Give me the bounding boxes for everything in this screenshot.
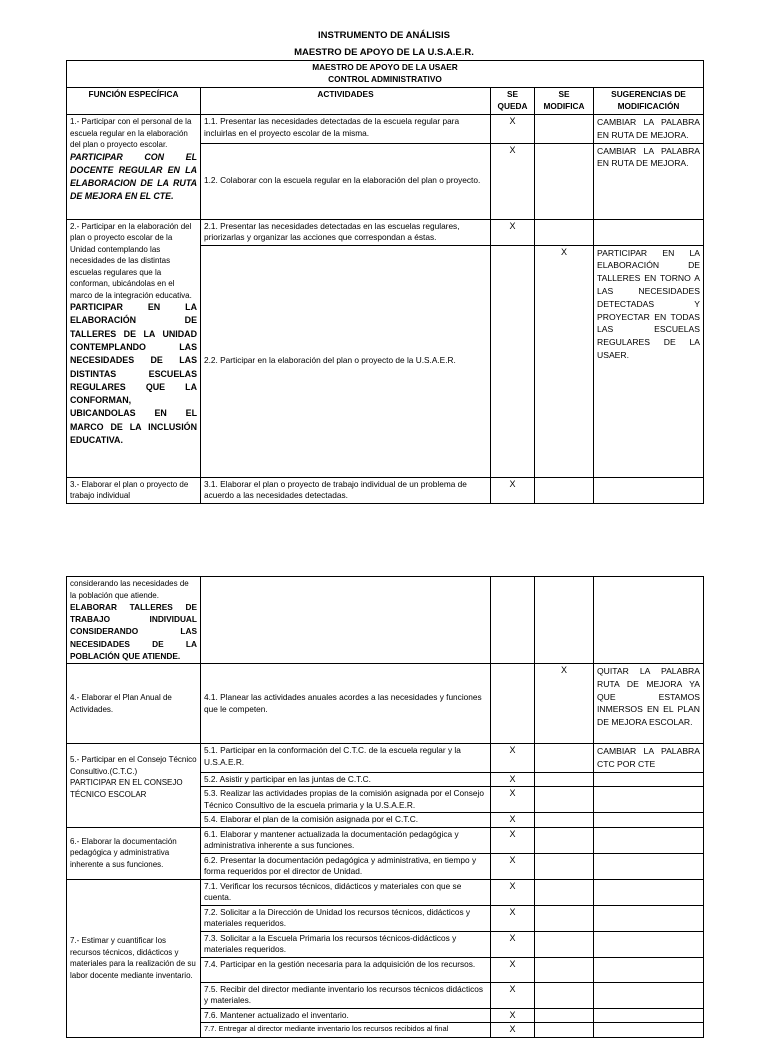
- suggestion-cell: PARTICIPAR EN LA ELABORACIÓN DE TALLERES EN TORNO A LAS NECESIDADES DETECTADAS Y PROYECTAR EN TODAS LAS ESCUELAS REGULARES DE LA USAER.: [594, 245, 704, 477]
- activity-cell: [201, 577, 491, 664]
- activity-cell: 7.5. Recibir del director mediante inventario los recursos técnicos didácticos y materiales.: [201, 982, 491, 1008]
- table-row: [67, 879, 704, 905]
- se-queda-cell: X: [491, 813, 535, 828]
- se-modifica-cell: [535, 853, 594, 879]
- table-title: MAESTRO DE APOYO DE LA USAER: [312, 62, 458, 72]
- se-queda-cell: X: [491, 115, 535, 144]
- suggestion-cell: QUITAR LA PALABRA RUTA DE MEJORA YA QUE ESTAMOS INMERSOS EN EL PLAN DE MEJORA ESCOLAR.: [594, 664, 704, 744]
- activity-cell: 4.1. Planear las actividades anuales acordes a las necesidades y funciones que le competen.: [201, 664, 491, 744]
- suggestion-cell: [594, 879, 704, 905]
- activity-cell: 7.7. Entregar al director mediante inventario los recursos recibidos al final: [201, 1023, 491, 1038]
- activity-cell: 7.3. Solicitar a la Escuela Primaria los recursos técnicos-didácticos y materiales requeridos.: [201, 931, 491, 957]
- function-cell: [67, 664, 201, 744]
- suggestion-cell: [594, 772, 704, 787]
- se-modifica-cell: [535, 1008, 594, 1023]
- suggestion-cell: [594, 931, 704, 957]
- activity-cell: 5.2. Asistir y participar en las juntas de C.T.C.: [201, 772, 491, 787]
- table-row: [67, 744, 704, 773]
- se-queda-cell: X: [491, 744, 535, 773]
- table-row: [67, 577, 704, 664]
- suggestion-cell: [594, 813, 704, 828]
- activity-cell: 5.3. Realizar las actividades propias de la comisión asignada por el Consejo Técnico Consultivo de la escuela primaria y la U.S.A.E.R.: [201, 787, 491, 813]
- column-header-actividades: ACTIVIDADES: [201, 88, 491, 115]
- table-subtitle: CONTROL ADMINISTRATIVO: [328, 73, 442, 84]
- table-row: [67, 827, 704, 853]
- activity-cell: 1.1. Presentar las necesidades detectadas de la escuela regular para incluirlas en el proyecto escolar de la misma.: [201, 115, 491, 144]
- suggestion-cell: [594, 957, 704, 982]
- activity-cell: 5.1. Participar en la conformación del C.T.C. de la escuela regular y la U.S.A.E.R.: [201, 744, 491, 773]
- activity-cell: 7.4. Participar en la gestión necesaria para la adquisición de los recursos.: [201, 957, 491, 982]
- se-queda-cell: [491, 577, 535, 664]
- se-modifica-cell: [535, 143, 594, 219]
- se-queda-cell: X: [491, 143, 535, 219]
- se-queda-cell: X: [491, 787, 535, 813]
- table-row: [67, 664, 704, 744]
- column-header-sugerencias: SUGERENCIAS DE MODIFICACIÓN: [594, 88, 704, 115]
- function-suggestion: ELABORAR TALLERES DE TRABAJO INDIVIDUAL CONSIDERANDO LAS NECESIDADES DE LA POBLACIÓN QUE ATIENDE.: [70, 602, 197, 661]
- se-queda-cell: X: [491, 1008, 535, 1023]
- suggestion-cell: [594, 787, 704, 813]
- se-modifica-cell: [535, 744, 594, 773]
- activity-cell: 3.1. Elaborar el plan o proyecto de trabajo individual de un problema de acuerdo a las necesidades detectadas.: [201, 477, 491, 503]
- se-modifica-cell: [535, 577, 594, 664]
- function-cell: [67, 879, 201, 1037]
- activity-cell: 5.4. Elaborar el plan de la comisión asignada por el C.T.C.: [201, 813, 491, 828]
- column-header-se-queda: SE QUEDA: [491, 88, 535, 115]
- se-queda-cell: X: [491, 772, 535, 787]
- suggestion-cell: [594, 1023, 704, 1038]
- activity-cell: 7.2. Solicitar a la Dirección de Unidad los recursos técnicos, didácticos y materiales requeridos.: [201, 905, 491, 931]
- se-modifica-cell: [535, 477, 594, 503]
- se-modifica-cell: [535, 813, 594, 828]
- function-text: 3.- Elaborar el plan o proyecto de trabajo individual: [70, 479, 189, 501]
- se-modifica-cell: [535, 982, 594, 1008]
- se-modifica-cell: [535, 905, 594, 931]
- function-cell: [67, 115, 201, 220]
- se-modifica-cell: [535, 1023, 594, 1038]
- suggestion-cell: [594, 219, 704, 245]
- activity-cell: 1.2. Colaborar con la escuela regular en la elaboración del plan o proyecto.: [201, 143, 491, 219]
- suggestion-cell: [594, 905, 704, 931]
- se-modifica-cell: [535, 957, 594, 982]
- document-title: INSTRUMENTO DE ANÁLISIS: [318, 30, 450, 41]
- function-cell: [67, 577, 201, 664]
- se-modifica-cell: [535, 879, 594, 905]
- table-row: [67, 219, 704, 245]
- activity-cell: 7.1. Verificar los recursos técnicos, didácticos y materiales con que se cuenta.: [201, 879, 491, 905]
- se-queda-cell: X: [491, 827, 535, 853]
- function-cell: [67, 744, 201, 828]
- se-modifica-cell: [535, 772, 594, 787]
- se-modifica-cell: [535, 787, 594, 813]
- activity-cell: 7.6. Mantener actualizado el inventario.: [201, 1008, 491, 1023]
- table-row: [67, 115, 704, 144]
- function-suggestion: PARTICIPAR EN LA ELABORACIÓN DE TALLERES DE LA UNIDAD CONTEMPLANDO LAS NECESIDADES DE LAS DISTINTAS ESCUELAS REGULARES QUE LA CONFORMAN, UBICANDOLAS EN EL MARCO DE LA INCLUSIÓN EDUCATIVA.: [70, 302, 197, 446]
- se-modifica-cell: X: [535, 664, 594, 744]
- se-queda-cell: [491, 664, 535, 744]
- function-cell: [67, 827, 201, 879]
- column-header-se-modifica: SE MODIFICA: [535, 88, 594, 115]
- suggestion-cell: [594, 1008, 704, 1023]
- function-suggestion: PARTICIPAR CON EL DOCENTE REGULAR EN LA ELABORACION DE LA RUTA DE MEJORA EN EL CTE.: [70, 151, 197, 202]
- se-queda-cell: X: [491, 982, 535, 1008]
- suggestion-cell: CAMBIAR LA PALABRA CTC POR CTE: [594, 744, 704, 773]
- se-queda-cell: [491, 245, 535, 477]
- suggestion-cell: CAMBIAR LA PALABRA EN RUTA DE MEJORA.: [594, 115, 704, 144]
- function-text: considerando las necesidades de la población que atiende.: [70, 579, 189, 600]
- suggestion-cell: [594, 577, 704, 664]
- document-subtitle: MAESTRO DE APOYO DE LA U.S.A.E.R.: [294, 47, 474, 58]
- function-text: 1.- Participar con el personal de la escuela regular en la elaboración del plan o proyecto escolar.: [70, 117, 192, 149]
- se-queda-cell: X: [491, 931, 535, 957]
- se-queda-cell: X: [491, 905, 535, 931]
- column-header-funcion: FUNCIÓN ESPECÍFICA: [67, 88, 201, 115]
- function-cell: [67, 219, 201, 477]
- function-text: 5.- Participar en el Consejo Técnico Consultivo.(C.T.C.): [70, 755, 197, 776]
- suggestion-cell: CAMBIAR LA PALABRA EN RUTA DE MEJORA.: [594, 143, 704, 219]
- table-title-cell: [67, 61, 704, 88]
- activity-cell: 2.1. Presentar las necesidades detectadas en las escuelas regulares, priorizarlas y organizar las acciones que correspondan a éstas.: [201, 219, 491, 245]
- activity-cell: 2.2. Participar en la elaboración del plan o proyecto de la U.S.A.E.R.: [201, 245, 491, 477]
- se-queda-cell: X: [491, 219, 535, 245]
- se-queda-cell: X: [491, 1023, 535, 1038]
- activity-cell: 6.1. Elaborar y mantener actualizada la documentación pedagógica y administrativa inherente a sus funciones.: [201, 827, 491, 853]
- suggestion-cell: [594, 477, 704, 503]
- function-cell: [67, 477, 201, 503]
- se-queda-cell: X: [491, 957, 535, 982]
- se-modifica-cell: [535, 827, 594, 853]
- function-text: 2.- Participar en la elaboración del plan o proyecto escolar de la Unidad contemplando las necesidades de las distintas escuelas regulares que la conforman, ubicándolas en el marco de la integración educativa.: [70, 221, 192, 300]
- se-queda-cell: X: [491, 853, 535, 879]
- se-queda-cell: X: [491, 879, 535, 905]
- table-row: [67, 477, 704, 503]
- analysis-table-page1: [66, 60, 704, 504]
- se-modifica-cell: [535, 115, 594, 144]
- se-modifica-cell: X: [535, 245, 594, 477]
- function-text: 4.- Elaborar el Plan Anual de Actividades.: [70, 693, 172, 714]
- se-modifica-cell: [535, 931, 594, 957]
- function-text: 6.- Elaborar la documentación pedagógica y administrativa inherente a sus funciones.: [70, 836, 177, 869]
- suggestion-cell: [594, 982, 704, 1008]
- suggestion-cell: [594, 827, 704, 853]
- function-text: 7.- Estimar y cuantificar los recursos técnicos, didácticos y materiales para la realización de su labor docente mediante inventario.: [70, 936, 196, 980]
- activity-cell: 6.2. Presentar la documentación pedagógica y administrativa, en tiempo y forma requeridos por el director de Unidad.: [201, 853, 491, 879]
- se-modifica-cell: [535, 219, 594, 245]
- function-suggestion: PARTICIPAR EN EL CONSEJO TÉCNICO ESCOLAR: [70, 778, 183, 799]
- se-queda-cell: X: [491, 477, 535, 503]
- suggestion-cell: [594, 853, 704, 879]
- analysis-table-page2: [66, 576, 704, 1038]
